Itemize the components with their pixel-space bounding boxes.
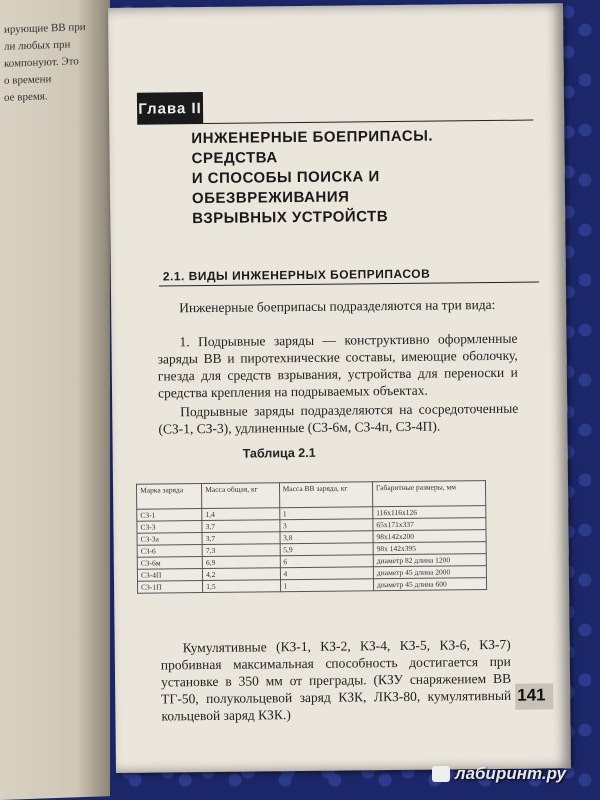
left-line: ли любых при: [4, 38, 71, 53]
left-page: [0, 0, 110, 800]
watermark: лабиринт.ру: [455, 764, 566, 783]
table-cell: СЗ-4П: [137, 569, 202, 582]
table-cell: 5,9: [280, 543, 374, 556]
table-cell: 3,8: [279, 531, 373, 544]
chapter-title-line: ВЗРЫВНЫХ УСТРОЙСТВ: [192, 208, 389, 228]
paragraph: Подрывные заряды подразделяются на сосредоточенные (СЗ-1, СЗ-3), удлиненные (СЗ-6м, СЗ-4п, СЗ-4П).: [158, 400, 519, 437]
table-caption: Таблица 2.1: [242, 445, 316, 461]
table-cell: 1: [279, 507, 373, 520]
left-page-text: [4, 18, 104, 106]
chapter-title-line: ИНЖЕНЕРНЫЕ БОЕПРИПАСЫ. СРЕДСТВА: [191, 127, 434, 168]
table-cell: диаметр 82 длина 1200: [373, 554, 486, 567]
table-cell: СЗ-6м: [137, 557, 202, 570]
chapter-title-line: И СПОСОБЫ ПОИСКА И ОБЕЗВРЕЖИВАНИЯ: [191, 168, 380, 208]
paragraph: Инженерные боеприпасы подразделяются на три вида:: [179, 296, 496, 316]
table-cell: СЗ-1П: [138, 581, 203, 594]
table-cell: диаметр 45 длина 600: [373, 578, 486, 591]
table-cell: 7,3: [202, 544, 279, 557]
left-line: ирующие ВВ при: [4, 21, 86, 36]
table-cell: 1: [280, 579, 374, 592]
table-cell: СЗ-6: [137, 545, 202, 558]
table-cell: 4: [280, 567, 374, 580]
section-title: 2.1. ВИДЫ ИНЖЕНЕРНЫХ БОЕПРИПАСОВ: [162, 266, 431, 284]
table-cell: СЗ-1: [137, 509, 202, 522]
table-cell: 116х116х126: [373, 506, 486, 519]
left-line: компонуют. Это: [4, 55, 79, 70]
table-cell: 6: [280, 555, 374, 568]
paragraph-after-table: Кумулятивные (КЗ-1, КЗ-2, КЗ-4, КЗ-5, КЗ-6, КЗ-7) пробивная максимальная способность достигается при установке в 350 мм от преграды. (КЗУ снаряжением ВВ ТГ-50, полукольцевой заряд КЗК, ЛКЗ-80, кумулятивный кольцевой заряд КЗК.): [160, 636, 512, 724]
table-header-row: [136, 481, 485, 510]
column-header: Масса общая, кг: [202, 483, 280, 509]
left-line: о времени: [4, 73, 52, 87]
column-header: Марка заряда: [136, 484, 201, 510]
column-header: Габаритные размеры, мм: [372, 481, 485, 507]
table-cell: 1,4: [202, 508, 279, 521]
left-line: ое время.: [4, 90, 48, 104]
table-cell: СЗ-3а: [137, 533, 202, 546]
table-cell: 98х142х200: [373, 530, 486, 543]
column-header: Масса ВВ заряда, кг: [279, 482, 373, 508]
table-cell: диаметр 45 длина 2000: [373, 566, 486, 579]
charges-table: [136, 480, 487, 594]
table-cell: 3,7: [202, 532, 279, 545]
chapter-label: Глава II: [137, 92, 203, 125]
table-cell: 1,5: [203, 580, 280, 593]
chapter-rule: [203, 120, 533, 124]
page-number: 141: [517, 685, 546, 705]
watermark-logo-icon: [432, 766, 450, 782]
table-cell: 4,2: [203, 568, 280, 581]
table-cell: 98х 142х395: [373, 542, 486, 555]
table-cell: 3: [279, 519, 373, 532]
table-cell: СЗ-3: [137, 521, 202, 534]
table-cell: 3,7: [202, 520, 279, 533]
paragraph: 1. Подрывные заряды — конструктивно оформленные заряды ВВ и пиротехнические составы, имеющие оболочку, гнезда для средств взрывания, устройства для переноски и средства крепления на подрываемых объектах.: [157, 330, 518, 401]
book-page: [108, 3, 571, 773]
table-cell: 6,9: [202, 556, 279, 569]
chapter-title: [191, 126, 522, 229]
table-cell: 65х171х337: [373, 518, 486, 531]
table-row: [138, 578, 487, 594]
